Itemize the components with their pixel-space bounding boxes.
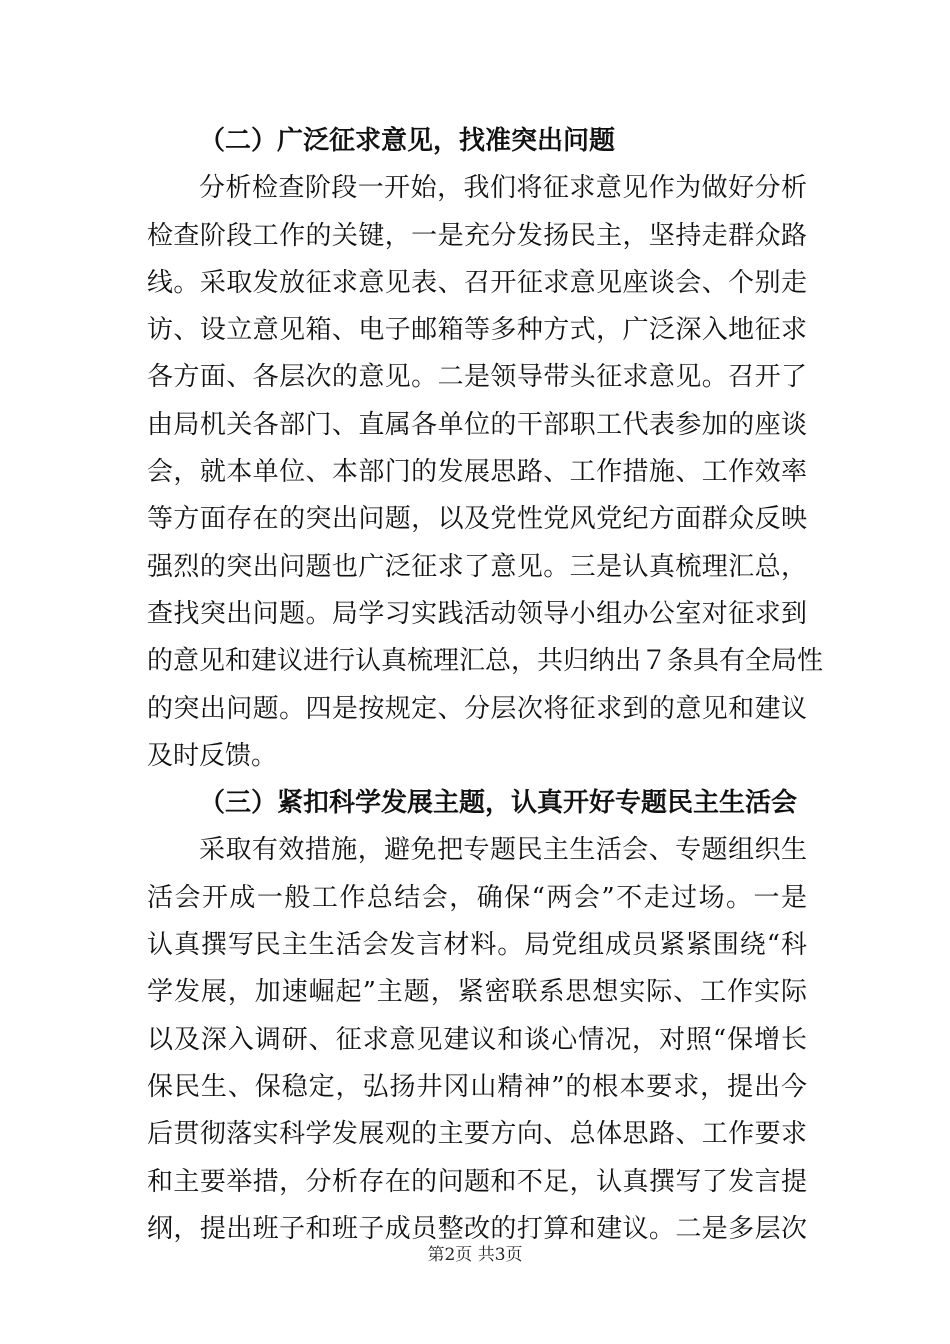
section-heading-2: （二）广泛征求意见，找准突出问题 [199, 126, 616, 156]
paragraph-line: 的意见和建议进行认真梳理汇总，共归纳出７条具有全局性 [147, 646, 824, 677]
paragraph-line: 认真撰写民主生活会发言材料。局党组成员紧紧围绕“科 [147, 930, 807, 961]
paragraph-line: 线。采取发放征求意见表、召开征求意见座谈会、个别走 [147, 267, 807, 298]
paragraph-line: 查找突出问题。局学习实践活动领导小组办公室对征求到 [147, 598, 807, 629]
paragraph-line: 分析检查阶段一开始，我们将征求意见作为做好分析 [199, 173, 807, 204]
paragraph-line: 纲，提出班子和班子成员整改的打算和建议。二是多层次 [147, 1213, 807, 1244]
paragraph-line: 采取有效措施，避免把专题民主生活会、专题组织生 [199, 835, 807, 866]
paragraph-line: 由局机关各部门、直属各单位的干部职工代表参加的座谈 [147, 409, 807, 440]
paragraph-line: 各方面、各层次的意见。二是领导带头征求意见。召开了 [147, 362, 807, 393]
paragraph-line: 会，就本单位、本部门的发展思路、工作措施、工作效率 [147, 457, 807, 488]
paragraph-line: 以及深入调研、征求意见建议和谈心情况，对照“保增长 [147, 1024, 807, 1055]
section-heading-3: （三）紧扣科学发展主题，认真开好专题民主生活会 [199, 788, 798, 819]
paragraph-line: 和主要举措，分析存在的问题和不足，认真撰写了发言提 [147, 1166, 807, 1197]
paragraph-line-last: 及时反馈。 [147, 740, 278, 771]
paragraph-line: 的突出问题。四是按规定、分层次将征求到的意见和建议 [147, 693, 807, 724]
paragraph-line: 强烈的突出问题也广泛征求了意见。三是认真梳理汇总， [147, 551, 807, 582]
paragraph-line: 保民生、保稳定，弘扬井冈山精神”的根本要求，提出今 [147, 1071, 807, 1102]
document-body [147, 118, 824, 1253]
paragraph-line: 活会开成一般工作总结会，确保“两会”不走过场。一是 [147, 882, 807, 913]
paragraph-line: 检查阶段工作的关键，一是充分发扬民主，坚持走群众路 [147, 220, 807, 251]
paragraph-line: 等方面存在的突出问题，以及党性党风党纪方面群众反映 [147, 504, 807, 535]
paragraph-line: 学发展，加速崛起”主题，紧密联系思想实际、工作实际 [147, 977, 807, 1008]
paragraph-line: 访、设立意见箱、电子邮箱等多种方式，广泛深入地征求 [147, 315, 807, 346]
page-number-label: 第2页 共3页 [427, 1245, 523, 1265]
paragraph-line: 后贯彻落实科学发展观的主要方向、总体思路、工作要求 [147, 1119, 807, 1150]
page-footer [0, 1240, 950, 1265]
